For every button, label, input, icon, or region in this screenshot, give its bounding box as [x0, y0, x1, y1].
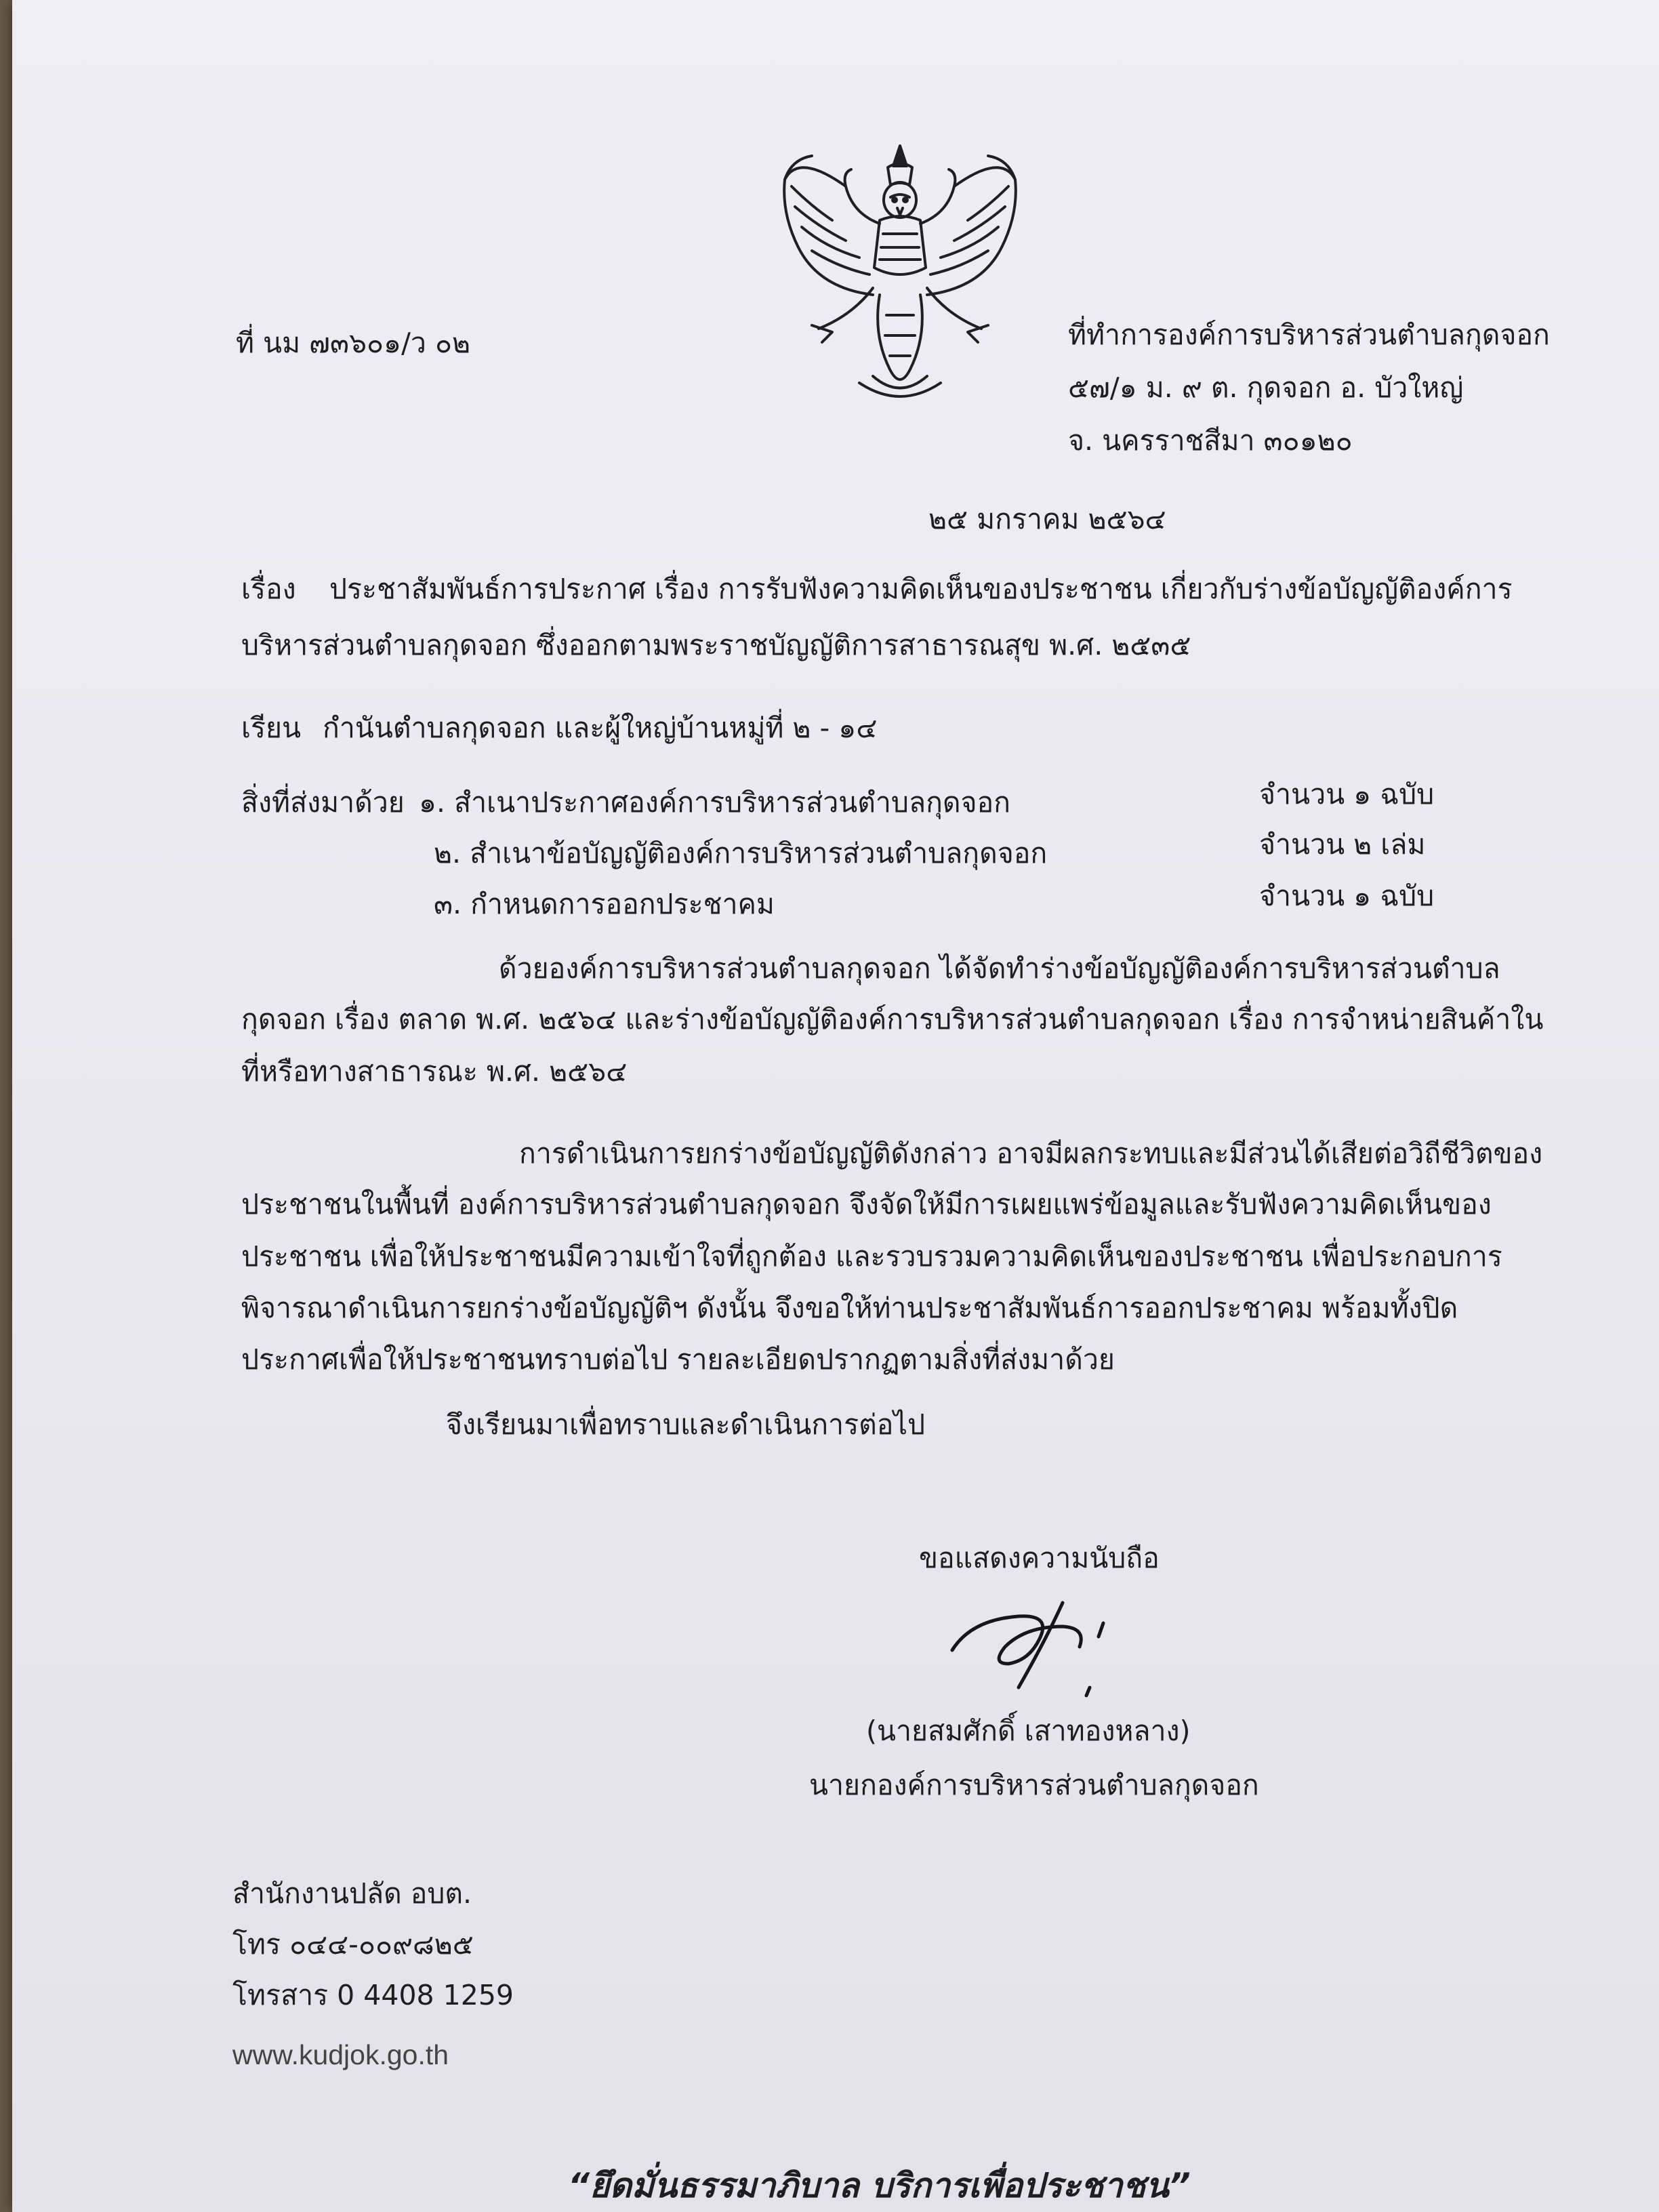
letter-page: [12, 0, 1659, 2212]
footer-motto: “ยึดมั่นธรรมาภิบาล บริการเพื่อประชาชน”: [568, 2166, 1191, 2205]
footer-website: www.kudjok.go.th: [232, 2039, 449, 2070]
enclosure-item-qty: จำนวน ๒ เล่ม: [1259, 828, 1426, 861]
paragraph1-line: ที่หรือทางสาธารณะ พ.ศ. ๒๕๖๔: [241, 1055, 628, 1088]
paragraph2-line: ประกาศเพื่อให้ประชาชนทราบต่อไป รายละเอียดปรากฏตามสิ่งที่ส่งมาด้วย: [241, 1343, 1115, 1376]
enclosure-item-text: ๓. กำหนดการออกประชาคม: [434, 888, 775, 920]
paragraph2-line: ประชาชนในพื้นที่ องค์การบริหารส่วนตำบลกุดจอก จึงจัดให้มีการเผยแพร่ข้อมูลและรับฟังความคิดเห็นของ: [241, 1188, 1492, 1221]
footer-office: สำนักงานปลัด อบต.: [232, 1877, 472, 1910]
document-number: ที่ นม ๗๓๖๐๑/ว ๐๒: [236, 327, 470, 359]
salutation: ขอแสดงความนับถือ: [919, 1542, 1160, 1574]
paragraph1-line: ด้วยองค์การบริหารส่วนตำบลกุดจอก ได้จัดทำร่างข้อบัญญัติองค์การบริหารส่วนตำบล: [499, 952, 1500, 985]
paragraph2-line: พิจารณาดำเนินการยกร่างข้อบัญญัติฯ ดังนั้น จึงขอให้ท่านประชาสัมพันธ์การออกประชาคม พร้อมทั้งปิด: [241, 1292, 1458, 1324]
paragraph2-line: ประชาชน เพื่อให้ประชาชนมีความเข้าใจที่ถูกต้อง และรวบรวมความคิดเห็นของประชาชน เพื่อประกอบการ: [241, 1240, 1502, 1273]
closing-request: จึงเรียนมาเพื่อทราบและดำเนินการต่อไป: [446, 1408, 925, 1441]
subject-label: เรื่อง: [241, 573, 296, 605]
office-address-line2: ๕๗/๑ ม. ๙ ต. กุดจอก อ. บัวใหญ่: [1068, 371, 1464, 404]
enclosure-item-text: ๑. สำเนาประกาศองค์การบริหารส่วนตำบลกุดจอก: [419, 786, 1010, 819]
document-date: ๒๕ มกราคม ๒๕๖๔: [928, 503, 1166, 535]
subject-line2: บริหารส่วนตำบลกุดจอก ซึ่งออกตามพระราชบัญญัติการสาธารณสุข พ.ศ. ๒๕๓๕: [241, 629, 1191, 661]
garuda-emblem-icon: [771, 132, 1029, 403]
enclosure-item-qty: จำนวน ๑ ฉบับ: [1259, 778, 1435, 811]
recipient-label: เรียน: [241, 712, 302, 744]
footer-fax: โทรสาร 0 4408 1259: [232, 1979, 514, 2011]
signer-title: นายกองค์การบริหารส่วนตำบลกุดจอก: [809, 1769, 1259, 1801]
enclosure-item-qty: จำนวน ๑ ฉบับ: [1259, 880, 1435, 912]
office-address-line3: จ. นครราชสีมา ๓๐๑๒๐: [1068, 424, 1353, 457]
paragraph1-line: กุดจอก เรื่อง ตลาด พ.ศ. ๒๕๖๔ และร่างข้อบัญญัติองค์การบริหารส่วนตำบลกุดจอก เรื่อง การจำหน่ายสินค้าใน: [241, 1003, 1544, 1036]
paragraph2-line: การดำเนินการยกร่างข้อบัญญัติดังกล่าว อาจมีผลกระทบและมีส่วนได้เสียต่อวิถีชีวิตของ: [519, 1137, 1543, 1170]
enclosure-item-text: ๒. สำเนาข้อบัญญัติองค์การบริหารส่วนตำบลกุดจอก: [434, 837, 1048, 869]
handwritten-signature: [944, 1586, 1147, 1708]
office-address-line1: ที่ทำการองค์การบริหารส่วนตำบลกุดจอก: [1068, 319, 1550, 351]
recipient-text: กำนันตำบลกุดจอก และผู้ใหญ่บ้านหมู่ที่ ๒ - ๑๔: [323, 712, 878, 744]
subject-line1: ประชาสัมพันธ์การประกาศ เรื่อง การรับฟังความคิดเห็นของประชาชน เกี่ยวกับร่างข้อบัญญัติองค์การ: [329, 573, 1513, 605]
footer-phone: โทร ๐๔๔-๐๐๙๘๒๕: [232, 1928, 474, 1961]
signer-name: (นายสมศักดิ์ เสาทองหลาง): [866, 1715, 1191, 1747]
enclosures-label: สิ่งที่ส่งมาด้วย: [241, 786, 405, 819]
